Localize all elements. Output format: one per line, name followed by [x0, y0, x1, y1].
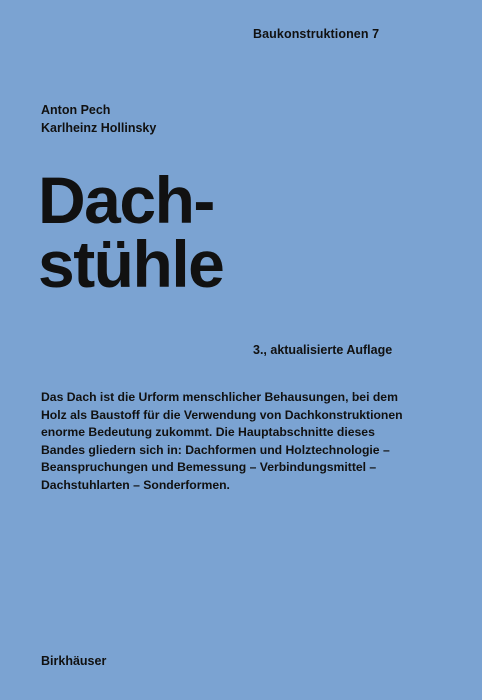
book-title-line: stühle — [38, 227, 224, 301]
author-name: Karlheinz Hollinsky — [41, 121, 157, 135]
publisher-name: Birkhäuser — [41, 654, 107, 668]
description-line: Das Dach ist die Urform menschlicher Behausungen, bei dem — [41, 390, 398, 404]
series-title: Baukonstruktionen 7 — [253, 27, 380, 41]
description-line: enorme Bedeutung zukommt. Die Hauptabschnitte dieses — [41, 425, 375, 439]
description — [41, 389, 441, 494]
description-line: Holz als Baustoff für die Verwendung von Dachkonstruktionen — [41, 407, 403, 422]
book-title-line: Dach- — [38, 163, 214, 237]
authors — [41, 101, 156, 137]
edition-label: 3., aktualisierte Auflage — [253, 343, 393, 357]
description-line: Bandes gliedern sich in: Dachformen und Holztechnologie – — [41, 442, 390, 457]
description-line: Beanspruchungen und Bemessung – Verbindungsmittel – — [41, 460, 377, 474]
author-name: Anton Pech — [41, 103, 111, 117]
description-line: Dachstuhlarten – Sonderformen. — [41, 477, 230, 492]
book-title — [38, 163, 224, 301]
